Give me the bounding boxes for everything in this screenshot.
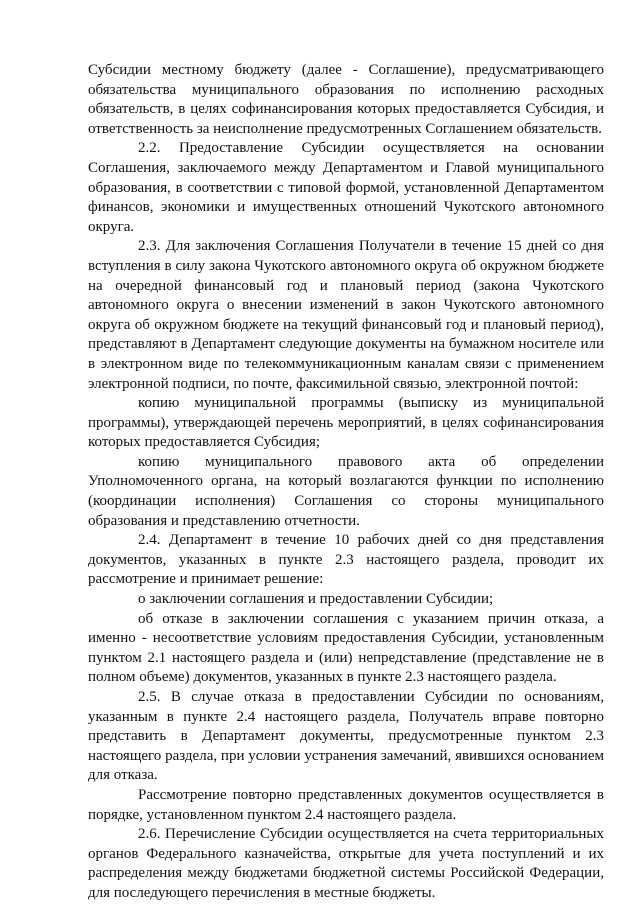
paragraph-municipal-program-copy: копию муниципальной программы (выписку из муниципальной программы), утверждающей перечень мероприятий, в целях софинансирования которых предоставляется Субсидия; [88,395,604,451]
paragraph-2-5: 2.5. В случае отказа в предоставлении Субсидии по основаниям, указанным в пункте 2.4 настоящего раздела, Получатель вправе повторно представить в Департамент документы, предусмотренные пунктом 2.3 настоящего раздела, при условии устранения замечаний, явившихся основанием для отказа. [88,689,604,784]
document-page [88,61,604,904]
paragraph-decision-conclude: о заключении соглашения и предоставлении Субсидии; [138,591,494,608]
paragraph-2-4: 2.4. Департамент в течение 10 рабочих дней со дня представления документов, указанных в пункте 2.3 настоящего раздела, проводит их рассмотрение и принимает решение: [88,532,604,588]
paragraph-legal-act-copy: копию муниципального правового акта об определении Уполномоченного органа, на который возлагаются функции по исполнению (координации исполнения) Соглашения со стороны муниципального образования и представлению отчетности. [88,453,604,529]
paragraph-2-3: 2.3. Для заключения Соглашения Получатели в течение 15 дней со дня вступления в силу закона Чукотского автономного округа об окружном бюджете на очередной финансовый год и плановый период (закона Чукотского автономного округа о внесении изменений в закон Чукотского автономного округа об окружном бюджете на текущий финансовый год и плановый период), представляют в Департамент следующие документы на бумажном носителе или в электронном виде по телекоммуникационным каналам связи с применением электронной подписи, по почте, факсимильной связью, электронной почтой: [88,238,604,392]
paragraph-2-2: 2.2. Предоставление Субсидии осуществляется на основании Соглашения, заключаемого между Департаментом и Главой муниципального образования, в соответствии с типовой формой, установленной Департаментом финансов, экономики и имущественных отношений Чукотского автономного округа. [88,140,604,235]
paragraph-decision-refuse: об отказе в заключении соглашения с указанием причин отказа, а именно - несоответствие условиям предоставления Субсидии, установленным пунктом 2.1 настоящего раздела и (или) непредставление (представление не в полном объеме) документов, указанных в пункте 2.3 настоящего раздела. [88,610,604,686]
paragraph-2-6: 2.6. Перечисление Субсидии осуществляется на счета территориальных органов Федерального казначейства, открытые для учета поступлений и их распределения между бюджетами бюджетной системы Российской Федерации, для последующего перечисления в местные бюджеты. [88,826,604,901]
paragraph-resubmission-review: Рассмотрение повторно представленных документов осуществляется в порядке, установленном пунктом 2.4 настоящего раздела. [88,786,604,823]
paragraph-subsidy-agreement-obligations: Субсидии местному бюджету (далее - Соглашение), предусматривающего обязательства муниципального образования по исполнению расходных обязательств, в целях софинансирования которых предоставляется Субсидия, и ответственность за неисполнение предусмотренных Соглашением обязательств. [88,62,604,137]
